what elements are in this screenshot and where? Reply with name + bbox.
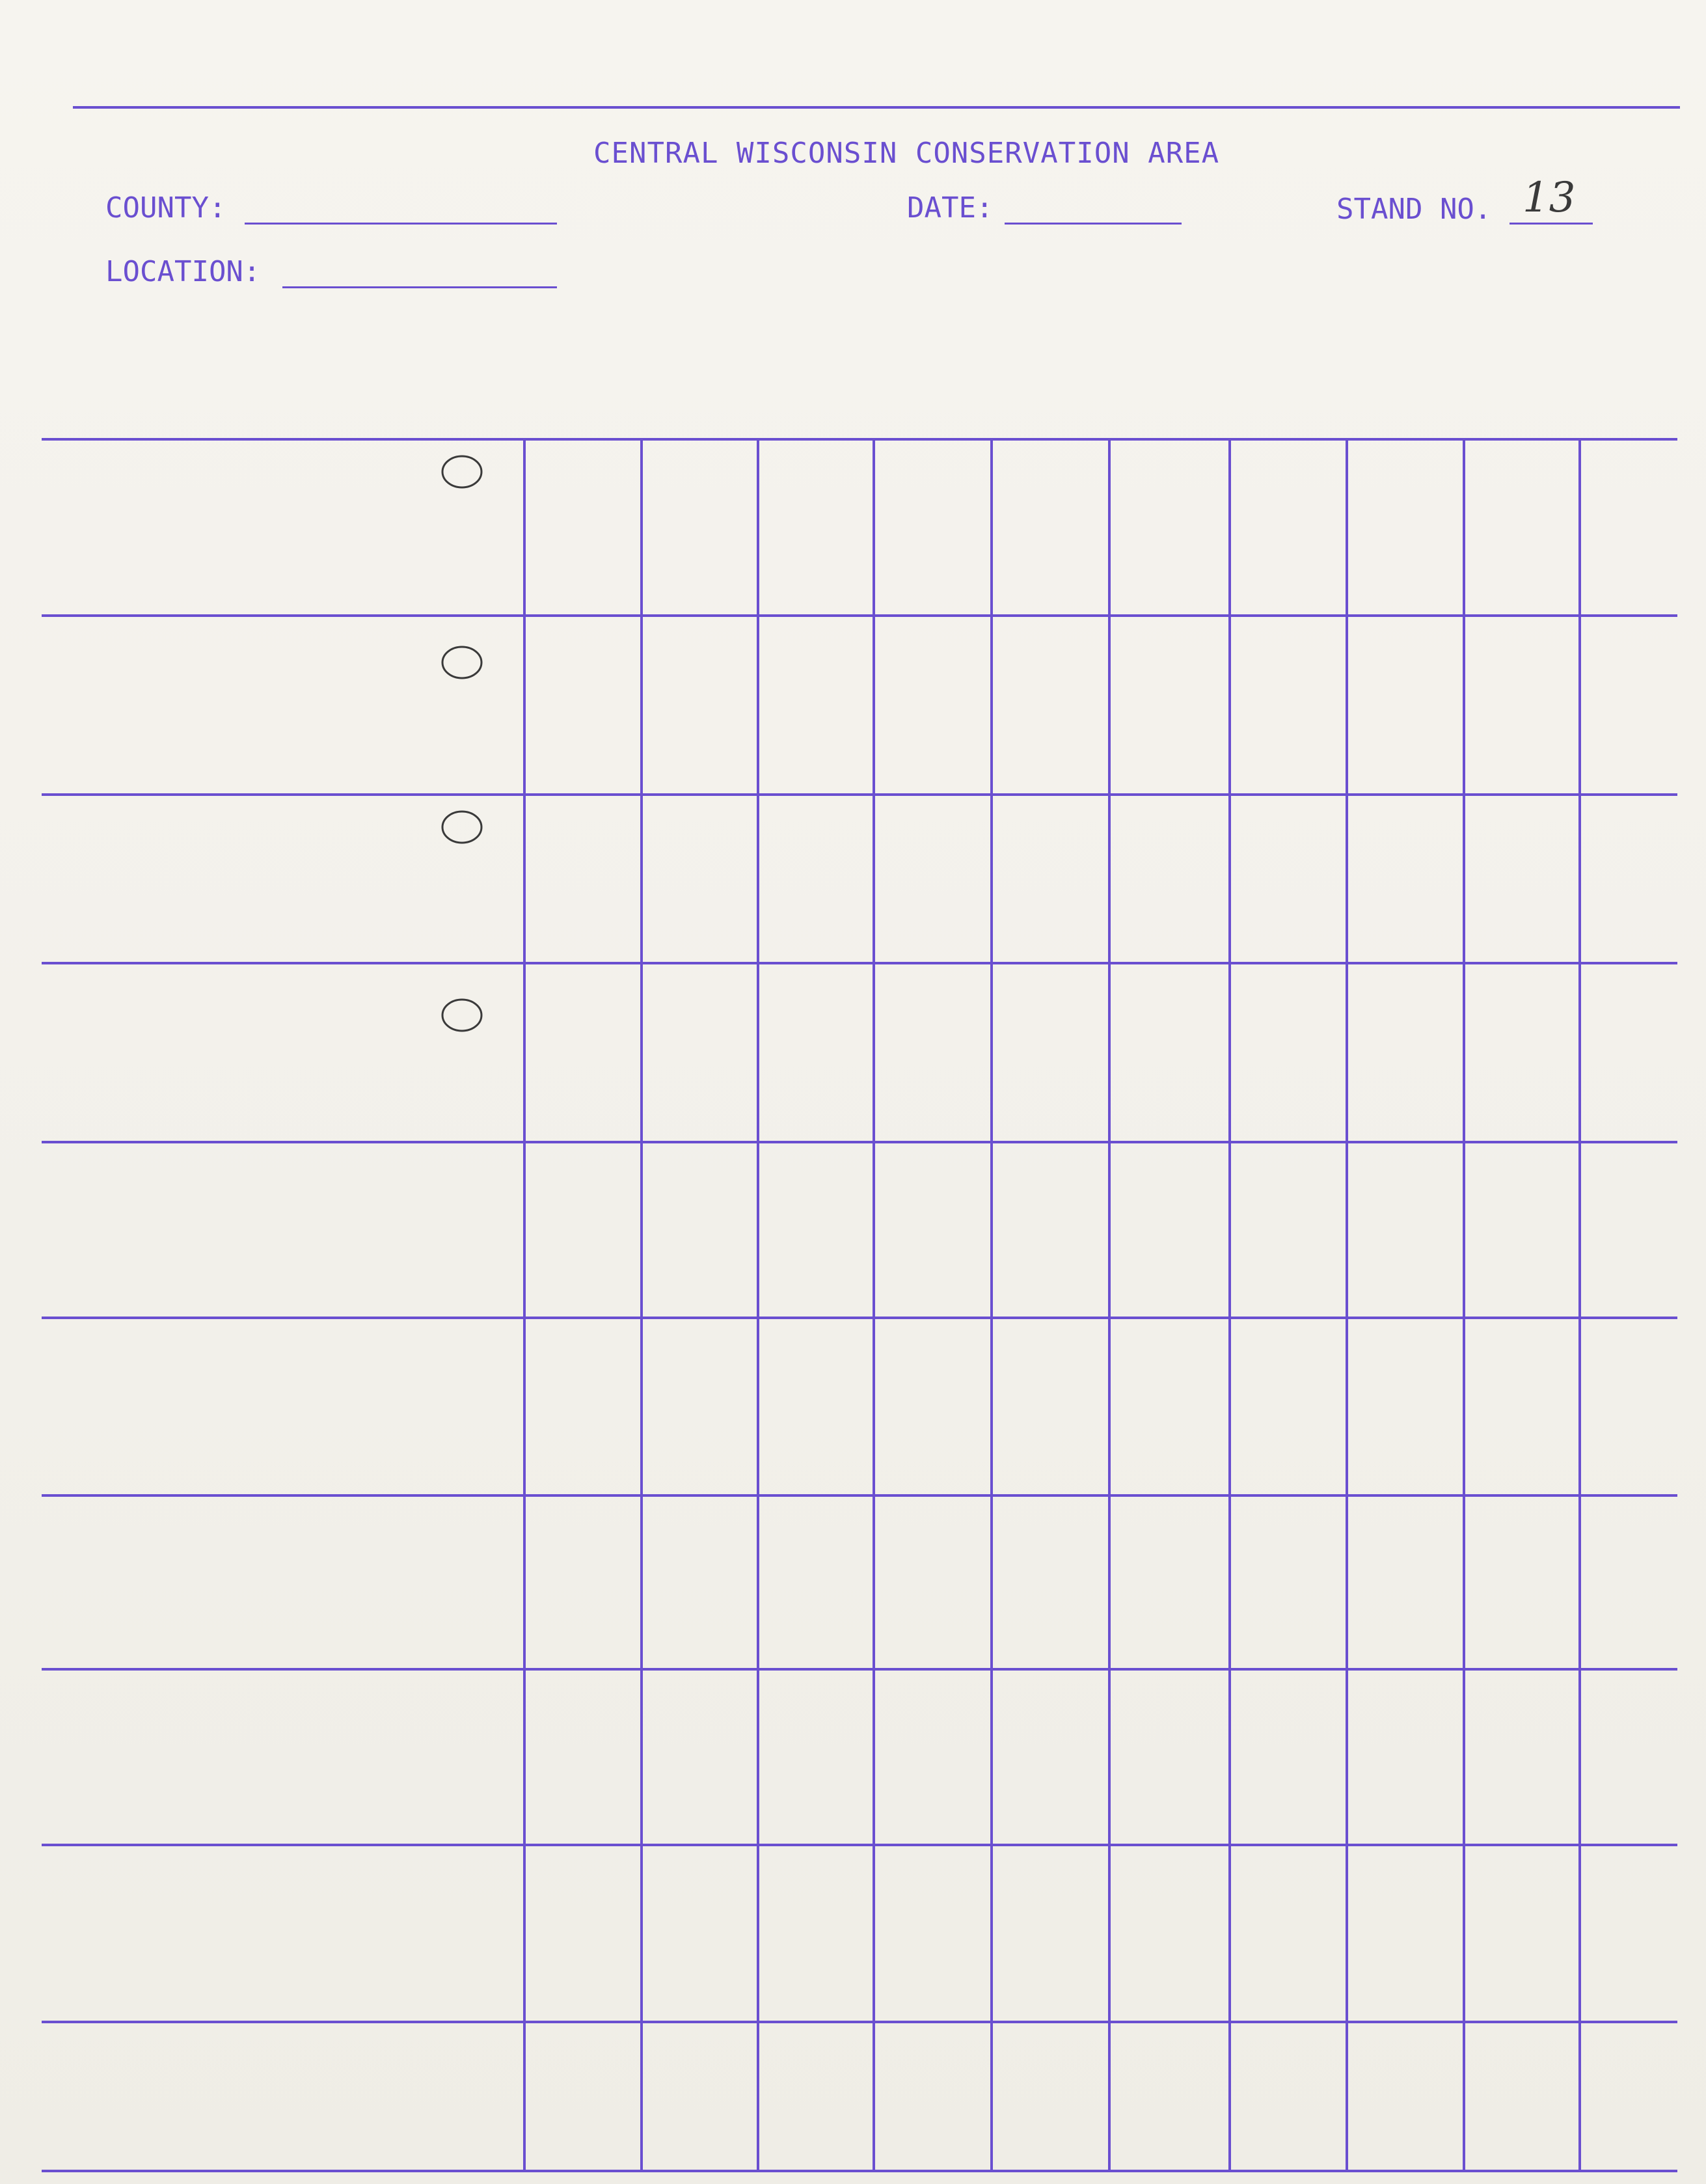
- stand-field[interactable]: [1510, 223, 1593, 225]
- total-circle: [442, 812, 481, 843]
- stand-label: STAND NO.: [1336, 193, 1492, 226]
- location-field[interactable]: [282, 286, 557, 288]
- date-label: DATE:: [907, 191, 994, 225]
- county-label: COUNTY:: [105, 191, 226, 225]
- total-circle: [442, 1000, 481, 1031]
- date-field[interactable]: [1005, 223, 1182, 225]
- form-title: CENTRAL WISCONSIN CONSERVATION AREA: [593, 137, 1220, 170]
- total-circle: [442, 456, 481, 487]
- location-label: LOCATION:: [105, 255, 261, 288]
- county-field[interactable]: [245, 223, 557, 225]
- stand-number: 13: [1523, 174, 1576, 222]
- total-circle: [442, 647, 481, 678]
